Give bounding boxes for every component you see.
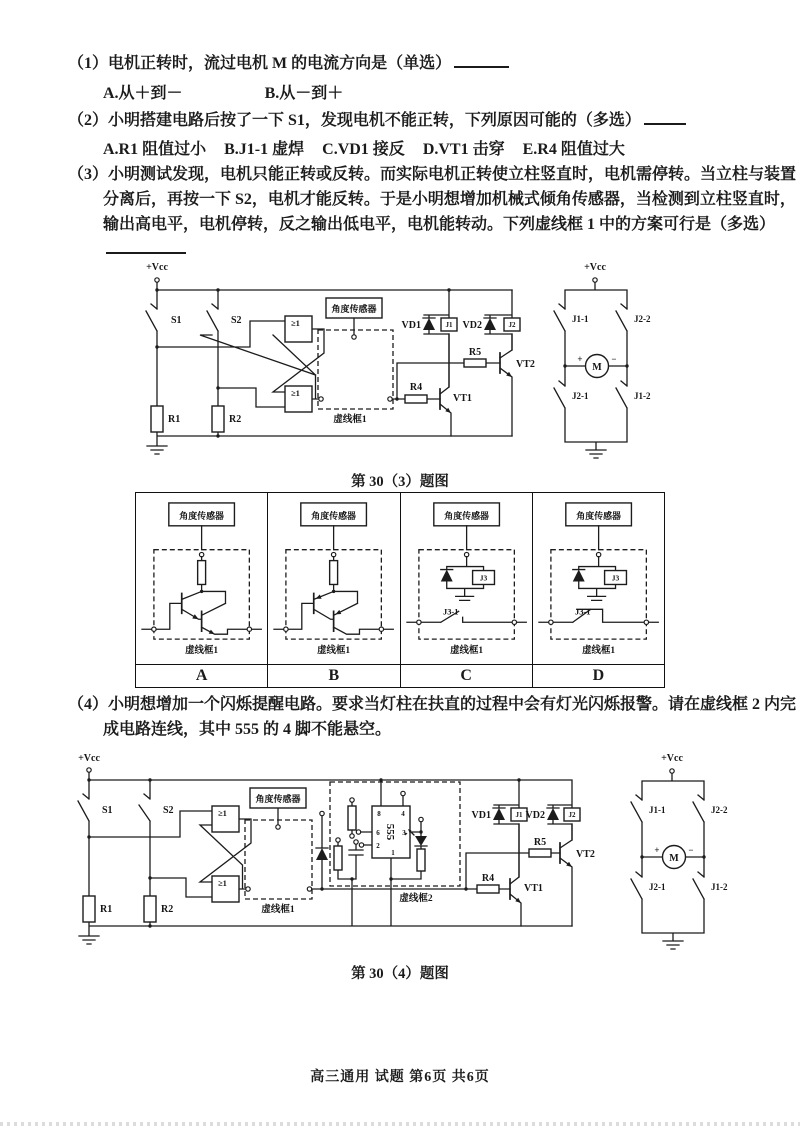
fig1-vt2-label: VT2 (516, 359, 535, 370)
fig2-s2-label: S2 (163, 805, 174, 816)
q1-option-a: A.从＋到－ (103, 85, 183, 102)
option-b-circuit (268, 493, 399, 664)
option-letter-b: B (268, 665, 400, 687)
fig2-pin2-label: 2 (376, 842, 380, 850)
options-table (135, 492, 665, 688)
fig1-j1-label: J1 (445, 321, 453, 329)
options-table-letters (136, 664, 664, 687)
fig2-j2-label: J2 (568, 811, 576, 819)
question-3-text: （3）小明测试发现，电机只能正转或反转。而实际电机正转使立柱竖直时，电机需停转。当立柱与装置分离后，再按一下 S2，电机才能反转。于是小明想增加机械式倾角传感器，当检测到立柱竖直时，输出高电平，电机停转，反之输出低电平，电机能转动。下列虚线框 1 中的方案可行是（多选） (68, 166, 797, 233)
fig1-r5-label: R5 (468, 347, 482, 358)
cell-d-j3-label: J3 (611, 573, 619, 583)
fig2-hbridge (631, 753, 728, 949)
fig2-sensor-label: 角度传感器 (255, 794, 301, 804)
fig1-r2-label: R2 (229, 414, 242, 425)
option-cell-c (401, 493, 533, 664)
fig1-j1-2-label: J1-2 (634, 391, 651, 401)
fig1-j2-1-label: J2-1 (572, 391, 589, 401)
cell-b-sensor-label: 角度传感器 (311, 510, 357, 521)
fig2-box1-label: 虚线框1 (261, 905, 295, 915)
cell-b-box-label: 虚线框1 (317, 646, 351, 657)
q2-option-c: C.VD1 接反 (322, 141, 405, 158)
fig1-motor-plus: + (577, 354, 583, 364)
fig2-vcc-label: +Vcc (78, 753, 100, 764)
cell-d-j3-1-label: J3-1 (574, 606, 591, 617)
figure-1-caption: 第 30（3）题图 (351, 474, 449, 490)
option-cell-d (533, 493, 664, 664)
circuit-diagram-30-4 (0, 748, 800, 960)
question-3-stem (68, 162, 800, 262)
fig2-555-label: 555 (384, 823, 396, 841)
fig2-gate1-label: ≥1 (218, 808, 227, 818)
answer-blank-q3 (106, 239, 186, 254)
fig2-j1-label: J1 (515, 811, 523, 819)
options-table-circuits (136, 493, 664, 664)
cell-c-j3-label: J3 (479, 573, 487, 583)
fig2-r4-label: R4 (481, 873, 495, 884)
scan-edge-artifact (0, 1122, 800, 1126)
q2-option-e: E.R4 阻值过大 (522, 141, 625, 158)
fig2-j2-2-label: J2-2 (711, 805, 728, 815)
circuit-diagram-30-3 (0, 258, 800, 470)
question-1-options (103, 80, 343, 103)
fig2-pin4-label: 4 (401, 810, 405, 818)
option-letter-a: A (136, 665, 268, 687)
figure-2-caption: 第 30（4）题图 (351, 966, 449, 982)
cell-c-box-label: 虚线框1 (449, 646, 483, 657)
question-1-stem (68, 50, 509, 73)
fig2-r2-label: R2 (161, 904, 174, 915)
option-letter-d: D (592, 667, 605, 684)
fig2-s1-label: S1 (102, 805, 113, 816)
cell-c-j3-1-label: J3-1 (442, 606, 458, 617)
cell-d-sensor-label: 角度传感器 (576, 510, 621, 521)
answer-blank-q1 (454, 53, 509, 68)
fig1-r1-label: R1 (168, 414, 181, 425)
fig1-labels (146, 262, 535, 425)
question-4-text: （4）小明想增加一个闪烁提醒电路。要求当灯柱在扶直的过程中会有灯光闪烁报警。请在虚线框 2 内完成电路连线，其中 555 的 4 脚不能悬空。 (68, 696, 797, 738)
fig2-vt1-label: VT1 (524, 883, 543, 894)
question-4-stem (68, 692, 800, 742)
fig1-gate1-label: ≥1 (291, 318, 300, 328)
fig2-r1-label: R1 (100, 904, 113, 915)
fig1-s1-label: S1 (171, 315, 182, 326)
cell-d-box-label: 虚线框1 (581, 646, 615, 657)
fig1-motor-label: M (592, 362, 602, 373)
fig1-s2-label: S2 (231, 315, 242, 326)
fig1-vt1-label: VT1 (453, 393, 472, 404)
fig1-j1-1-label: J1-1 (572, 314, 589, 324)
fig2-r5-label: R5 (533, 837, 547, 848)
fig1-j2-2-label: J2-2 (634, 314, 651, 324)
cell-c-sensor-label: 角度传感器 (443, 510, 489, 521)
fig2-pin3-label: 3 (402, 829, 406, 837)
q2-option-a: A.R1 阻值过小 (103, 141, 207, 158)
fig1-hbridge (554, 262, 651, 458)
fig2-gate2-label: ≥1 (218, 878, 227, 888)
fig1-r4-label: R4 (409, 382, 423, 393)
fig2-pin1-label: 1 (391, 849, 395, 857)
fig2-pin6-label: 6 (376, 829, 380, 837)
option-letter-c: C (401, 665, 533, 687)
answer-blank-q2 (644, 110, 686, 125)
fig2-vd2-label: VD2 (525, 810, 545, 821)
option-c-circuit (401, 493, 532, 664)
q2-option-d: D.VT1 击穿 (422, 141, 505, 158)
fig2-hbridge-vcc-label: +Vcc (661, 753, 683, 764)
option-cell-a (136, 493, 268, 664)
fig1-box1-label: 虚线框1 (333, 415, 367, 425)
option-cell-b (268, 493, 400, 664)
question-2-stem (68, 107, 686, 130)
fig1-sensor-label: 角度传感器 (331, 304, 377, 314)
q1-option-b: B.从－到＋ (264, 85, 344, 102)
fig2-components (83, 768, 580, 928)
fig2-j1-2-label: J1-2 (711, 882, 728, 892)
fig1-motor-minus: − (611, 354, 617, 364)
question-2-text: （2）小明搭建电路后按了一下 S1，发现电机不能正转，下列原因可能的（多选） (68, 112, 641, 129)
fig2-box2-label: 虚线框2 (399, 894, 433, 904)
fig1-components (151, 278, 520, 438)
question-2-options (103, 136, 625, 159)
fig2-labels (78, 753, 595, 915)
fig1-vd1-label: VD1 (401, 320, 421, 331)
fig1-j2-label: J2 (508, 321, 516, 329)
fig2-motor-label: M (669, 853, 679, 864)
question-1-text: （1）电机正转时，流过电机 M 的电流方向是（单选） (68, 55, 452, 72)
cell-a-box-label: 虚线框1 (185, 646, 219, 657)
option-d-circuit (533, 493, 664, 664)
fig2-vt2-label: VT2 (576, 849, 595, 860)
q2-option-b: B.J1-1 虚焊 (224, 141, 305, 158)
fig2-j1-1-label: J1-1 (649, 805, 666, 815)
fig1-hbridge-vcc-label: +Vcc (584, 262, 606, 273)
fig1-vcc-label: +Vcc (146, 262, 168, 273)
page-footer: 高三通用 试题 第6页 共6页 (310, 1070, 490, 1085)
fig2-vd1-label: VD1 (471, 810, 491, 821)
cell-a-sensor-label: 角度传感器 (179, 510, 224, 521)
option-a-circuit (136, 493, 267, 664)
fig1-vd2-label: VD2 (462, 320, 482, 331)
fig2-j2-1-label: J2-1 (649, 882, 666, 892)
fig2-motor-minus: − (688, 845, 694, 855)
fig2-motor-plus: + (654, 845, 660, 855)
fig2-pin8-label: 8 (377, 810, 381, 818)
fig1-gate2-label: ≥1 (291, 388, 300, 398)
